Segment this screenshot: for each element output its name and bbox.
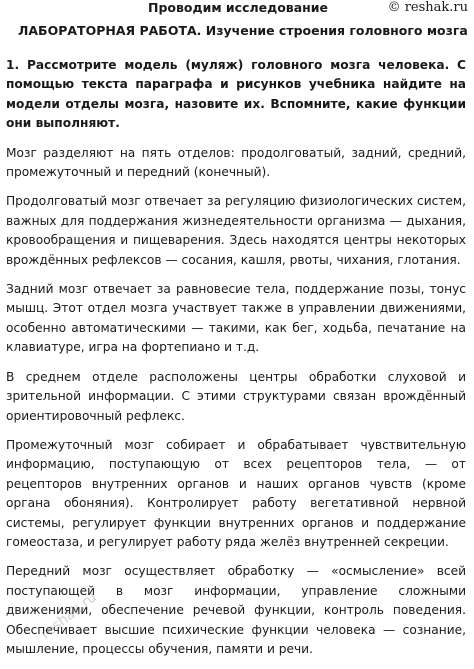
site-copyright: © reshak.ru <box>387 0 468 15</box>
paragraph-hindbrain: Задний мозг отвечает за равновесие тела, поддержание позы, тонус мышц. Этот отдел мозга участвует также в управлении движениями, особенно автоматическими — такими, как бег, ходьба, печатание на клавиатуре, игра на фортепиано и т.д. <box>6 282 466 355</box>
paragraph-forebrain: Передний мозг осуществляет обработку — «осмысление» всей поступающей в мозг информации, управление сложными движениями, обеспечение речевой функции, контроль поведения. Обеспечивает высшие психические функции человека — сознание, мышление, процессы обучения, памяти и речи. <box>6 564 466 656</box>
section-label: Проводим исследование <box>148 0 329 15</box>
paragraph-divisions: Мозг разделяют на пять отделов: продолговатый, задний, средний, промежуточный и передний (конечный). <box>6 145 466 180</box>
lab-title: ЛАБОРАТОРНАЯ РАБОТА. Изучение строения головного мозга <box>18 23 468 38</box>
paragraph-diencephalon: Промежуточный мозг собирает и обрабатывает чувствительную информацию, поступающую от всех рецепторов тела, — от рецепторов внутренних органов и наших органов чувств (кроме органа обоняния). Контролирует работу вегетативной нервной системы, регулирует функции внутренних органов и поддержание гомеостаза, и регулирует работу ряда желёз внутренней секреции. <box>6 437 466 549</box>
task-text: 1. Рассмотрите модель (муляж) головного мозга человека. С помощью текста параграфа и рисунков учебника найдите на модели отделы мозга, назовите их. Вспомните, какие функции они выполняют. <box>6 58 466 131</box>
watermark: reshak.ru <box>38 589 100 643</box>
content <box>6 56 466 669</box>
paragraph-medulla: Продолговатый мозг отвечает за регуляцию физиологических систем, важных для поддержания жизнедеятельности организма — дыхания, кровообращения и пищеварения. Здесь находятся центры некоторых врождённых рефлексов — сосания, кашля, рвоты, чихания, глотания. <box>6 194 466 267</box>
paragraph-midbrain: В среднем отделе расположены центры обработки слуховой и зрительной информации. С этими структурами связан врождённый ориентировочный рефлекс. <box>6 369 466 423</box>
page-header <box>0 0 474 20</box>
